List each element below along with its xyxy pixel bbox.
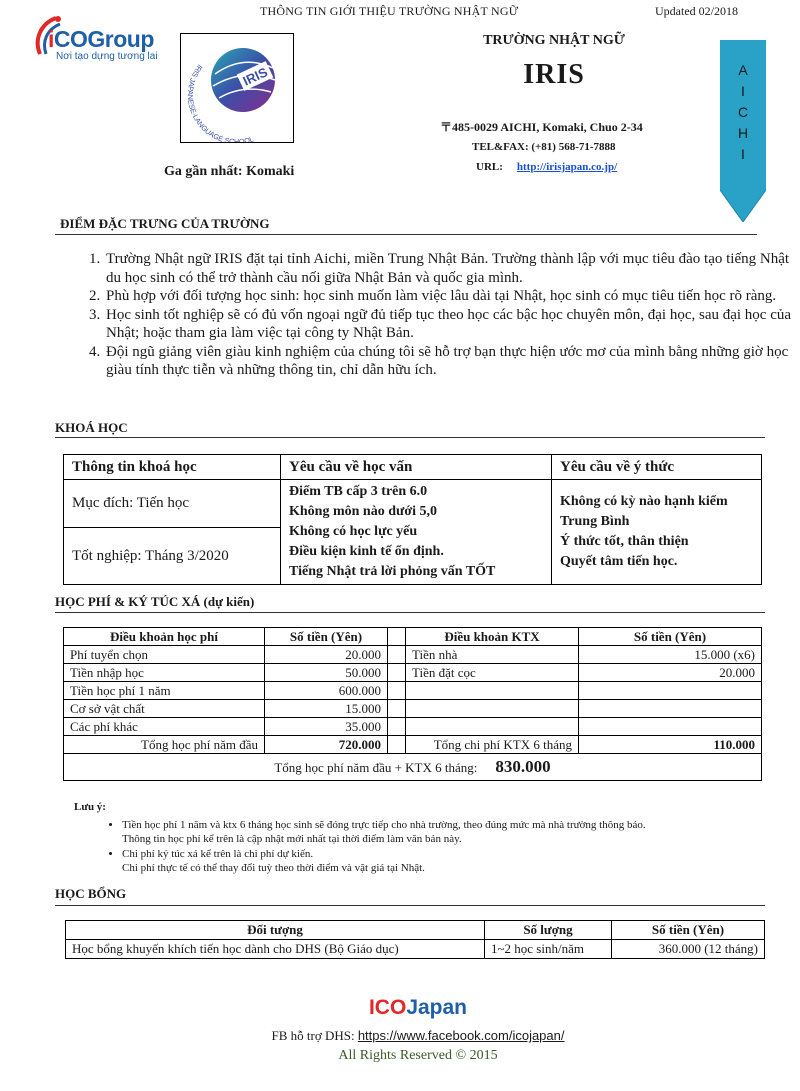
icogroup-tagline: Nơi tạo dựng tương lai [56, 51, 158, 62]
school-url-line [476, 161, 617, 173]
course-graduation: Tốt nghiệp: Tháng 3/2020 [64, 528, 281, 585]
fee-row: Cơ sở vật chất 15.000 [64, 700, 762, 718]
notes-label: Lưu ý: [74, 801, 106, 813]
course-header: Yêu cầu về học vấn [281, 455, 552, 480]
fee-header: Điều khoản học phí [64, 628, 265, 646]
feature-item: 3. Học sinh tốt nghiệp sẽ có đủ vốn ngoại ngữ đủ tiếp tục theo học các bậc học chuyên môn, đại học, sau đại học của Nhật; hoặc tham gia làm việc tại công ty Nhật Bản. [104, 306, 800, 343]
document-title: THÔNG TIN GIỚI THIỆU TRƯỜNG NHẬT NGỮ [260, 4, 519, 18]
course-divider [55, 437, 765, 438]
grand-total-row [64, 754, 762, 781]
notes [74, 800, 774, 876]
nearest-station: Ga gần nhất: Komaki [164, 164, 295, 179]
updated-date: Updated 02/2018 [655, 4, 738, 18]
fee-header: Số tiền (Yên) [265, 628, 388, 646]
scholarship-header: Đối tượng [66, 921, 485, 940]
note-item: • Tiền học phí 1 năm và ktx 6 tháng học sinh sẽ đóng trực tiếp cho nhà trường, theo đúng mức mà nhà trường thông báo. Thông tin học phí kể trên là cập nhật mới nhất tại thời điểm làm văn bản này. [122, 818, 774, 847]
fee-row: Tiền học phí 1 năm 600.000 [64, 682, 762, 700]
scholarship-header: Số tiền (Yên) [612, 921, 765, 940]
school-telfax: TEL&FAX: (+81) 568-71-7888 [472, 141, 616, 153]
grand-total-label: Tổng học phí năm đầu + KTX 6 tháng: [274, 760, 478, 775]
dorm-total: 110.000 [579, 736, 762, 754]
region-ribbon-letters: A I C H I [737, 62, 749, 162]
tuition-total: 720.000 [265, 736, 388, 754]
footer-copyright: All Rights Reserved © 2015 [338, 1048, 498, 1063]
school-name: IRIS [523, 59, 585, 90]
school-logo [180, 33, 294, 143]
facebook-label: FB hỗ trợ DHS: [271, 1028, 355, 1043]
feature-item: 4. Đội ngũ giảng viên giàu kinh nghiệm của chúng tôi sẽ hỗ trợ bạn thực hiện ước mơ của mình bằng những giờ học giàu tính thực tiễn và những thông tin, chỉ dẫn hữu ích. [104, 343, 800, 380]
fee-header: Số tiền (Yên) [579, 628, 762, 646]
icogroup-wordmark: iCOGroup Nơi tạo dựng tương lai [48, 26, 158, 62]
school-name-block [420, 33, 688, 91]
note-item: • Chi phí ký túc xá kể trên là chi phí dự kiến. Chi phí thực tế có thể thay đổi tuỳ theo thời điểm và vật giá tại Nhật. [122, 847, 774, 876]
icojapan-logo: ICOJapan [368, 996, 468, 1019]
course-purpose: Mục đích: Tiến học [64, 480, 281, 528]
scholarship-header: Số lượng [485, 921, 612, 940]
school-subtitle: TRƯỜNG NHẬT NGỮ [483, 33, 625, 48]
emblem-arc-text: IRIS JAPANESE-LANGUAGE SCHOOL [185, 62, 255, 142]
facebook-link[interactable]: https://www.facebook.com/icojapan/ [357, 1028, 565, 1043]
footer-facebook [0, 1028, 800, 1044]
course-header: Yêu cầu về ý thức [552, 455, 762, 480]
fee-row: Các phí khác 35.000 [64, 718, 762, 736]
fee-total-row [64, 736, 762, 754]
school-url-link[interactable]: http://irisjapan.co.jp/ [516, 161, 618, 173]
school-address: 〒485-0029 AICHI, Komaki, Chuo 2-34 [440, 120, 643, 134]
fee-spacer [388, 628, 406, 646]
scholarship-table [65, 920, 765, 959]
iris-emblem-icon [181, 34, 293, 142]
fee-header: Điều khoản KTX [406, 628, 579, 646]
scholarship-divider [55, 905, 765, 906]
fees-title: HỌC PHÍ & KÝ TÚC XÁ (dự kiến) [55, 594, 255, 609]
fees-divider [55, 612, 765, 613]
features-list [60, 250, 800, 380]
features-title: ĐIỂM ĐẶC TRƯNG CỦA TRƯỜNG [60, 216, 270, 231]
course-table [63, 454, 762, 585]
fee-row: Phí tuyển chọn 20.000 Tiền nhà 15.000 (x6) [64, 646, 762, 664]
features-divider [55, 234, 757, 235]
fee-table [63, 627, 762, 781]
grand-total [64, 754, 762, 781]
url-label: URL: [476, 161, 503, 173]
academic-requirements: Điểm TB cấp 3 trên 6.0 Không môn nào dưới 5,0 Không có học lực yếu Điều kiện kinh tế ổn định. Tiếng Nhật trả lời phỏng vấn TỐT [281, 480, 552, 585]
feature-item: 1. Trường Nhật ngữ IRIS đặt tại tỉnh Aichi, miền Trung Nhật Bản. Trường thành lập với mục tiêu đào tạo tiếng Nhật du học sinh có thể trở thành cầu nối giữa Nhật Bản và quốc gia mình. [104, 250, 800, 287]
grand-total-value: 830.000 [495, 757, 551, 776]
course-header: Thông tin khoá học [64, 455, 281, 480]
document-header [0, 4, 800, 20]
fee-row: Tiền nhập học 50.000 Tiền đặt cọc 20.000 [64, 664, 762, 682]
scholarship-row: Học bổng khuyến khích tiến học dành cho DHS (Bộ Giáo dục) 1~2 học sinh/năm 360.000 (12 tháng) [66, 940, 765, 959]
scholarship-title: HỌC BỔNG [55, 886, 127, 901]
feature-item: 2. Phù hợp với đối tượng học sinh: học sinh muốn làm việc lâu dài tại Nhật, học sinh có mục tiêu tiến học rõ ràng. [104, 287, 800, 306]
tuition-total-label: Tổng học phí năm đầu [64, 736, 265, 754]
dorm-total-label: Tổng chi phí KTX 6 tháng [406, 736, 579, 754]
emblem-name: IRIS [240, 64, 270, 89]
attitude-requirements: Không có kỳ nào hạnh kiểm Trung Bình Ý thức tốt, thân thiện Quyết tâm tiến học. [552, 480, 762, 585]
course-title: KHOÁ HỌC [55, 420, 128, 435]
